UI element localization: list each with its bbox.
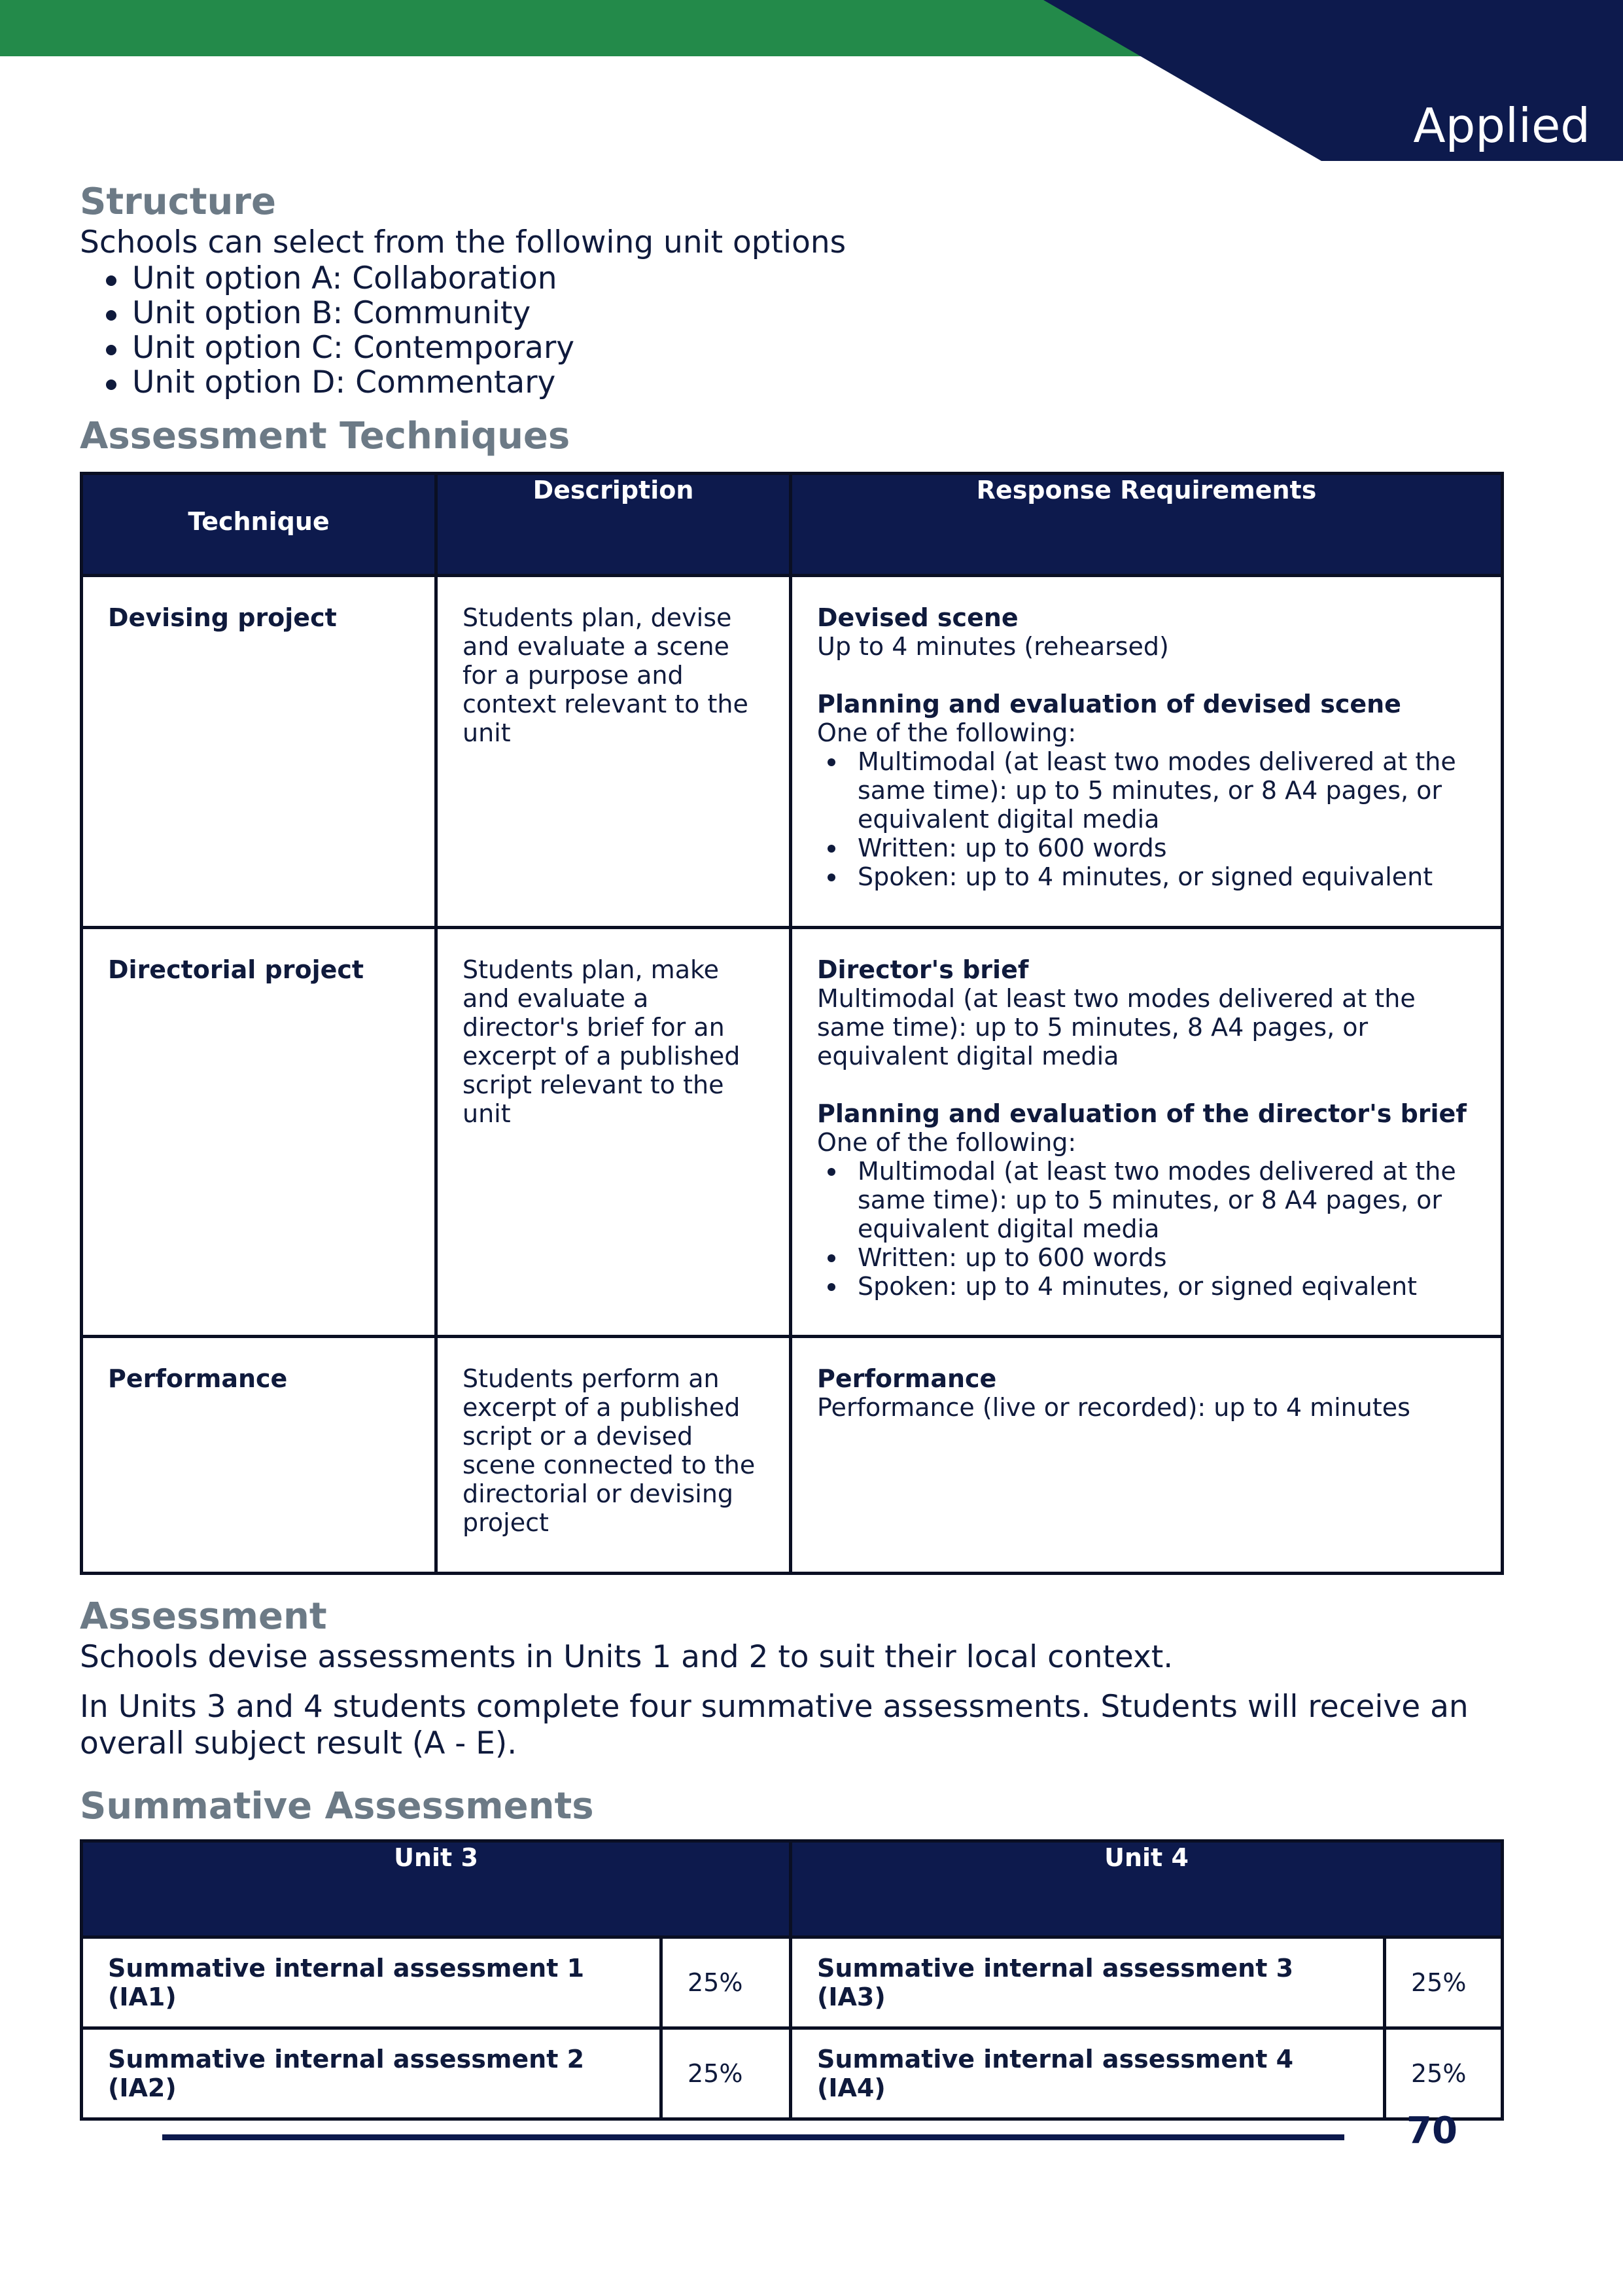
list-item: Unit option C: Contemporary	[106, 330, 1499, 365]
requirements-cell	[791, 928, 1503, 1337]
structure-intro: Schools can select from the following unit options	[80, 224, 846, 260]
requirement-text: One of the following:	[817, 718, 1077, 747]
summative-assessments-table	[80, 1839, 1504, 2121]
technique-cell: Directorial project	[82, 928, 436, 1337]
assessment-label: Summative internal assessment 4 (IA4)	[791, 2028, 1385, 2119]
unit-options-list	[80, 261, 1499, 400]
list-item: Unit option B: Community	[106, 296, 1499, 330]
category-badge: Applied	[1413, 98, 1590, 153]
assessment-weight: 25%	[1385, 1937, 1503, 2028]
structure-heading: Structure	[80, 181, 277, 223]
assessment-heading: Assessment	[80, 1595, 327, 1638]
table-row	[82, 1337, 1503, 1574]
assessment-paragraph-1: Schools devise assessments in Units 1 and 2 to suit their local context.	[80, 1639, 1174, 1675]
requirements-cell	[791, 576, 1503, 928]
page-number: 70	[1406, 2110, 1457, 2152]
requirement-bullets	[817, 747, 1476, 891]
assessment-label: Summative internal assessment 3 (IA3)	[791, 1937, 1385, 2028]
unit-4-header: Unit 4	[791, 1841, 1503, 1937]
technique-cell: Devising project	[82, 576, 436, 928]
table-header-row	[82, 1841, 1503, 1937]
list-item: Multimodal (at least two modes delivered at the same time): up to 5 minutes, or 8 A4 pages, or equivalent digital media	[858, 1157, 1476, 1243]
table-row	[82, 2028, 1503, 2119]
column-header-technique: Technique	[82, 474, 436, 576]
list-item: Written: up to 600 words	[858, 1243, 1476, 1272]
list-item: Written: up to 600 words	[858, 834, 1476, 862]
table-row	[82, 576, 1503, 928]
assessment-techniques-heading: Assessment Techniques	[80, 415, 570, 457]
description-cell: Students perform an excerpt of a published script or a devised scene connected to the directorial or devising project	[436, 1337, 791, 1574]
technique-cell: Performance	[82, 1337, 436, 1574]
table-row	[82, 928, 1503, 1337]
assessment-paragraph-2: In Units 3 and 4 students complete four summative assessments. Students will receive an overall subject result (A - E).	[80, 1689, 1469, 1761]
list-item: Unit option A: Collaboration	[106, 261, 1499, 296]
requirements-cell	[791, 1337, 1503, 1574]
list-item: Multimodal (at least two modes delivered at the same time): up to 5 minutes, or 8 A4 pages, or equivalent digital media	[858, 747, 1476, 834]
page-content	[80, 180, 1499, 2121]
assessment-weight: 25%	[661, 2028, 791, 2119]
requirement-text: Up to 4 minutes (rehearsed)	[817, 632, 1169, 661]
requirement-heading: Planning and evaluation of the director's brief	[817, 1099, 1467, 1128]
requirement-text: Performance (live or recorded): up to 4 minutes	[817, 1393, 1410, 1422]
footer-divider	[162, 2134, 1344, 2140]
column-header-response: Response Requirements	[791, 474, 1503, 576]
requirement-bullets	[817, 1157, 1476, 1301]
requirement-text: Multimodal (at least two modes delivered at the same time): up to 5 minutes, 8 A4 pages, or equivalent digital media	[817, 984, 1416, 1070]
requirement-heading: Devised scene	[817, 603, 1019, 632]
description-cell: Students plan, make and evaluate a director's brief for an excerpt of a published script relevant to the unit	[436, 928, 791, 1337]
green-stripe	[0, 0, 1151, 56]
requirement-heading: Performance	[817, 1364, 997, 1393]
summative-assessments-heading: Summative Assessments	[80, 1785, 594, 1828]
requirement-heading: Planning and evaluation of devised scene	[817, 690, 1401, 718]
list-item: Spoken: up to 4 minutes, or signed equivalent	[858, 862, 1476, 891]
assessment-label: Summative internal assessment 1 (IA1)	[82, 1937, 661, 2028]
header-banner	[0, 0, 1623, 164]
assessment-label: Summative internal assessment 2 (IA2)	[82, 2028, 661, 2119]
table-header-row	[82, 474, 1503, 576]
table-row	[82, 1937, 1503, 2028]
requirement-heading: Director's brief	[817, 955, 1029, 984]
list-item: Unit option D: Commentary	[106, 365, 1499, 400]
assessment-weight: 25%	[661, 1937, 791, 2028]
description-cell: Students plan, devise and evaluate a scene for a purpose and context relevant to the unit	[436, 576, 791, 928]
list-item: Spoken: up to 4 minutes, or signed eqivalent	[858, 1272, 1476, 1301]
unit-3-header: Unit 3	[82, 1841, 791, 1937]
assessment-weight: 25%	[1385, 2028, 1503, 2119]
requirement-text: One of the following:	[817, 1128, 1077, 1157]
column-header-description: Description	[436, 474, 791, 576]
assessment-techniques-table	[80, 472, 1504, 1575]
